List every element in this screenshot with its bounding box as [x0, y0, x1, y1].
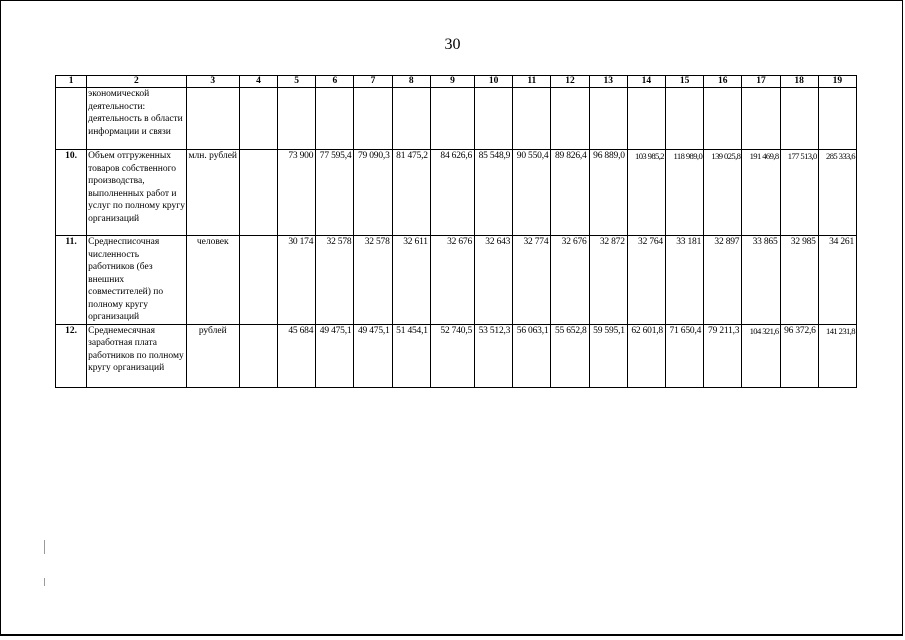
- column-header: 7: [354, 76, 392, 88]
- value-cell: [239, 150, 277, 236]
- value-cell: 285 333,6: [818, 150, 856, 236]
- value-cell: 45 684: [278, 324, 316, 387]
- value-cell: 177 513,0: [780, 150, 818, 236]
- value-cell: 79 211,3: [704, 324, 742, 387]
- column-header: 8: [392, 76, 430, 88]
- column-header: 17: [742, 76, 780, 88]
- value-cell: [780, 88, 818, 150]
- page-number: 30: [444, 36, 461, 53]
- indicator-name: Объем отгруженных товаров собственного производства, выполненных работ и услуг по полному кругу организаций: [87, 150, 186, 236]
- value-cell: 32 611: [392, 236, 430, 325]
- column-header: 18: [780, 76, 818, 88]
- value-cell: [239, 88, 277, 150]
- value-cell: [430, 88, 474, 150]
- value-cell: 141 231,8: [818, 324, 856, 387]
- value-cell: 32 872: [589, 236, 627, 325]
- value-cell: 84 626,6: [430, 150, 474, 236]
- value-cell: 96 889,0: [589, 150, 627, 236]
- column-header: 19: [818, 76, 856, 88]
- value-cell: 59 595,1: [589, 324, 627, 387]
- value-cell: 32 774: [513, 236, 551, 325]
- row-number: 11.: [56, 236, 87, 325]
- value-cell: 73 900: [278, 150, 316, 236]
- table-row: [56, 88, 857, 150]
- value-cell: [354, 88, 392, 150]
- table-row: [56, 236, 857, 325]
- value-cell: [392, 88, 430, 150]
- row-number: [56, 88, 87, 150]
- value-cell: 49 475,1: [316, 324, 354, 387]
- value-cell: 62 601,8: [627, 324, 665, 387]
- value-cell: 52 740,5: [430, 324, 474, 387]
- value-cell: 32 676: [551, 236, 589, 325]
- value-cell: [316, 88, 354, 150]
- value-cell: 81 475,2: [392, 150, 430, 236]
- value-cell: [742, 88, 780, 150]
- column-header: 12: [551, 76, 589, 88]
- indicator-name: Среднемесячная заработная плата работников по полному кругу организаций: [87, 324, 186, 387]
- value-cell: 32 985: [780, 236, 818, 325]
- value-cell: 104 321,6: [742, 324, 780, 387]
- margin-mark: [44, 578, 45, 586]
- value-cell: 77 595,4: [316, 150, 354, 236]
- column-header: 13: [589, 76, 627, 88]
- column-header: 4: [239, 76, 277, 88]
- value-cell: [818, 88, 856, 150]
- value-cell: 32 764: [627, 236, 665, 325]
- unit-of-measure: [186, 88, 239, 150]
- indicator-name: экономической деятельности: деятельность в области информации и связи: [87, 88, 186, 150]
- column-header: 15: [665, 76, 703, 88]
- value-cell: 32 578: [316, 236, 354, 325]
- column-header: 11: [513, 76, 551, 88]
- row-number: 12.: [56, 324, 87, 387]
- unit-of-measure: млн. рублей: [186, 150, 239, 236]
- value-cell: 53 512,3: [475, 324, 513, 387]
- table-row: [56, 324, 857, 387]
- column-header: 3: [186, 76, 239, 88]
- value-cell: [475, 88, 513, 150]
- column-header: 10: [475, 76, 513, 88]
- value-cell: 89 826,4: [551, 150, 589, 236]
- value-cell: [513, 88, 551, 150]
- value-cell: [551, 88, 589, 150]
- column-header: 5: [278, 76, 316, 88]
- unit-of-measure: человек: [186, 236, 239, 325]
- value-cell: 34 261: [818, 236, 856, 325]
- row-number: 10.: [56, 150, 87, 236]
- value-cell: [704, 88, 742, 150]
- margin-mark: [44, 540, 45, 554]
- column-header: 6: [316, 76, 354, 88]
- value-cell: 33 181: [665, 236, 703, 325]
- value-cell: 118 989,0: [665, 150, 703, 236]
- value-cell: [239, 236, 277, 325]
- value-cell: 32 897: [704, 236, 742, 325]
- value-cell: 90 550,4: [513, 150, 551, 236]
- value-cell: 79 090,3: [354, 150, 392, 236]
- value-cell: 56 063,1: [513, 324, 551, 387]
- value-cell: 191 469,8: [742, 150, 780, 236]
- unit-of-measure: рублей: [186, 324, 239, 387]
- value-cell: 33 865: [742, 236, 780, 325]
- value-cell: [278, 88, 316, 150]
- value-cell: 32 676: [430, 236, 474, 325]
- value-cell: 32 578: [354, 236, 392, 325]
- value-cell: 32 643: [475, 236, 513, 325]
- table-header-row: [56, 76, 857, 88]
- table-row: [56, 150, 857, 236]
- value-cell: 51 454,1: [392, 324, 430, 387]
- value-cell: [239, 324, 277, 387]
- column-header: 16: [704, 76, 742, 88]
- value-cell: [665, 88, 703, 150]
- value-cell: 30 174: [278, 236, 316, 325]
- value-cell: 55 652,8: [551, 324, 589, 387]
- value-cell: [627, 88, 665, 150]
- indicator-name: Среднесписочная численность работников (без внешних совместителей) по полному кругу организаций: [87, 236, 186, 325]
- value-cell: 96 372,6: [780, 324, 818, 387]
- value-cell: [589, 88, 627, 150]
- column-header: 1: [56, 76, 87, 88]
- value-cell: 49 475,1: [354, 324, 392, 387]
- table-body: [56, 76, 857, 388]
- value-cell: 103 985,2: [627, 150, 665, 236]
- statistics-table: [55, 75, 857, 388]
- column-header: 9: [430, 76, 474, 88]
- value-cell: 139 025,8: [704, 150, 742, 236]
- value-cell: 71 650,4: [665, 324, 703, 387]
- column-header: 2: [87, 76, 186, 88]
- value-cell: 85 548,9: [475, 150, 513, 236]
- column-header: 14: [627, 76, 665, 88]
